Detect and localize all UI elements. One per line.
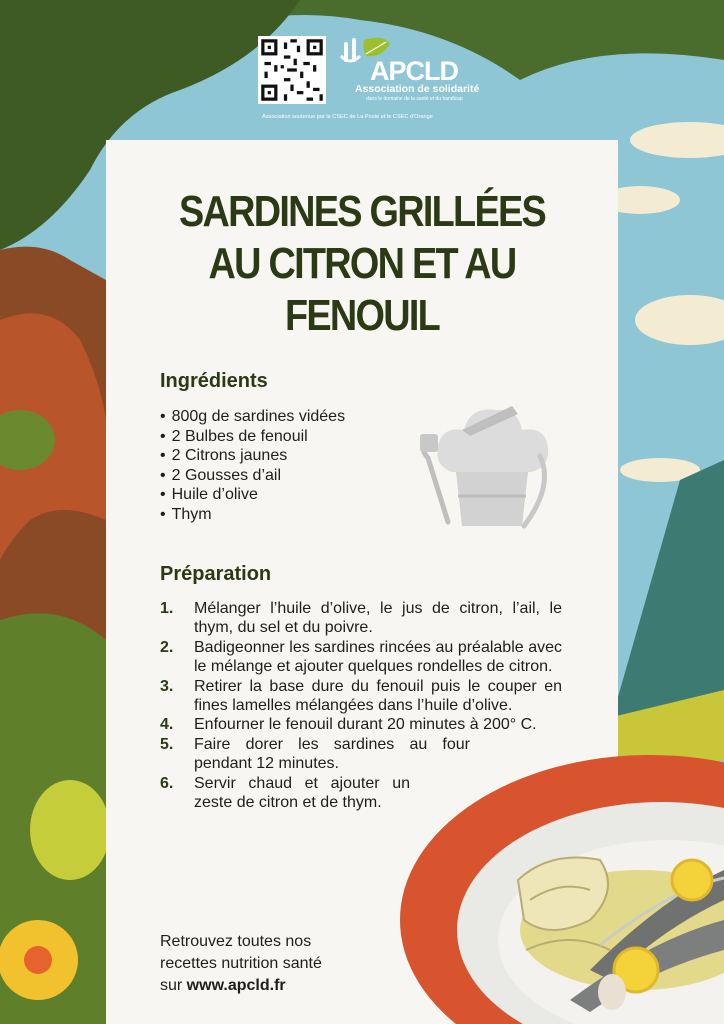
step-item [160, 715, 562, 734]
step-number: 2. [160, 638, 174, 656]
ingredient-item: • Thym [160, 505, 345, 525]
step-text: Retirer la base dure du fenouil puis le couper en fines lamelles mélangées dans l’huile d’olive. [194, 677, 562, 715]
step-item [160, 599, 562, 638]
step-text: Enfourner le fenouil durant 20 minutes à 200° C. [194, 716, 537, 734]
footer-line: recettes nutrition santé [160, 955, 322, 972]
association-name: Association de solidarité [355, 83, 480, 95]
footer-line [160, 975, 322, 997]
recipe-title [51, 186, 674, 342]
step-number: 3. [160, 677, 174, 695]
step-text: Faire dorer les sardines au four pendant 12 minutes. [194, 735, 470, 773]
qr-code-icon[interactable] [258, 36, 326, 104]
step-text: Mélanger l’huile d’olive, le jus de citron, l’ail, le thym, du sel et du poivre. [194, 600, 562, 637]
association-subtitle: dans le domaine de la santé et du handicap [366, 96, 463, 102]
step-item [160, 638, 562, 677]
step-number: 5. [160, 735, 174, 753]
footer-line: Retrouvez toutes nos [160, 933, 312, 950]
preparation-heading: Préparation [160, 563, 272, 585]
ingredient-item: • 2 Citrons jaunes [160, 446, 345, 466]
title-line: FENOUIL [284, 291, 440, 340]
ingredient-item: • 800g de sardines vidées [160, 407, 345, 427]
title-line: AU CITRON ET AU [208, 239, 516, 288]
website-link[interactable]: www.apcld.fr [186, 977, 286, 994]
support-note: Association soutenue par le CSEC de La Poste et le CSEC d'Orange [262, 114, 433, 120]
step-text: Servir chaud et ajouter un zeste de citron et de thym. [194, 774, 410, 812]
ingredient-item: • Huile d’olive [160, 485, 345, 505]
chef-hat-icon [412, 396, 562, 536]
step-item [160, 677, 562, 716]
plate-illustration [400, 750, 724, 1024]
ingredient-item: • 2 Gousses d’ail [160, 466, 345, 486]
footer-prefix: sur [160, 977, 187, 994]
step-number: 1. [160, 600, 174, 617]
ingredient-item: • 2 Bulbes de fenouil [160, 427, 345, 447]
title-line: SARDINES GRILLÉES [178, 187, 546, 236]
header [0, 0, 724, 135]
ingredients-heading: Ingrédients [160, 370, 268, 392]
step-number: 6. [160, 774, 174, 792]
ingredients-list [160, 407, 345, 525]
footer-text [160, 931, 322, 997]
step-number: 4. [160, 716, 174, 734]
logo-text: APCLD [370, 56, 458, 86]
step-text: Badigeonner les sardines rincées au préalable avec le mélange et ajouter quelques rondelles de citron. [194, 638, 562, 676]
